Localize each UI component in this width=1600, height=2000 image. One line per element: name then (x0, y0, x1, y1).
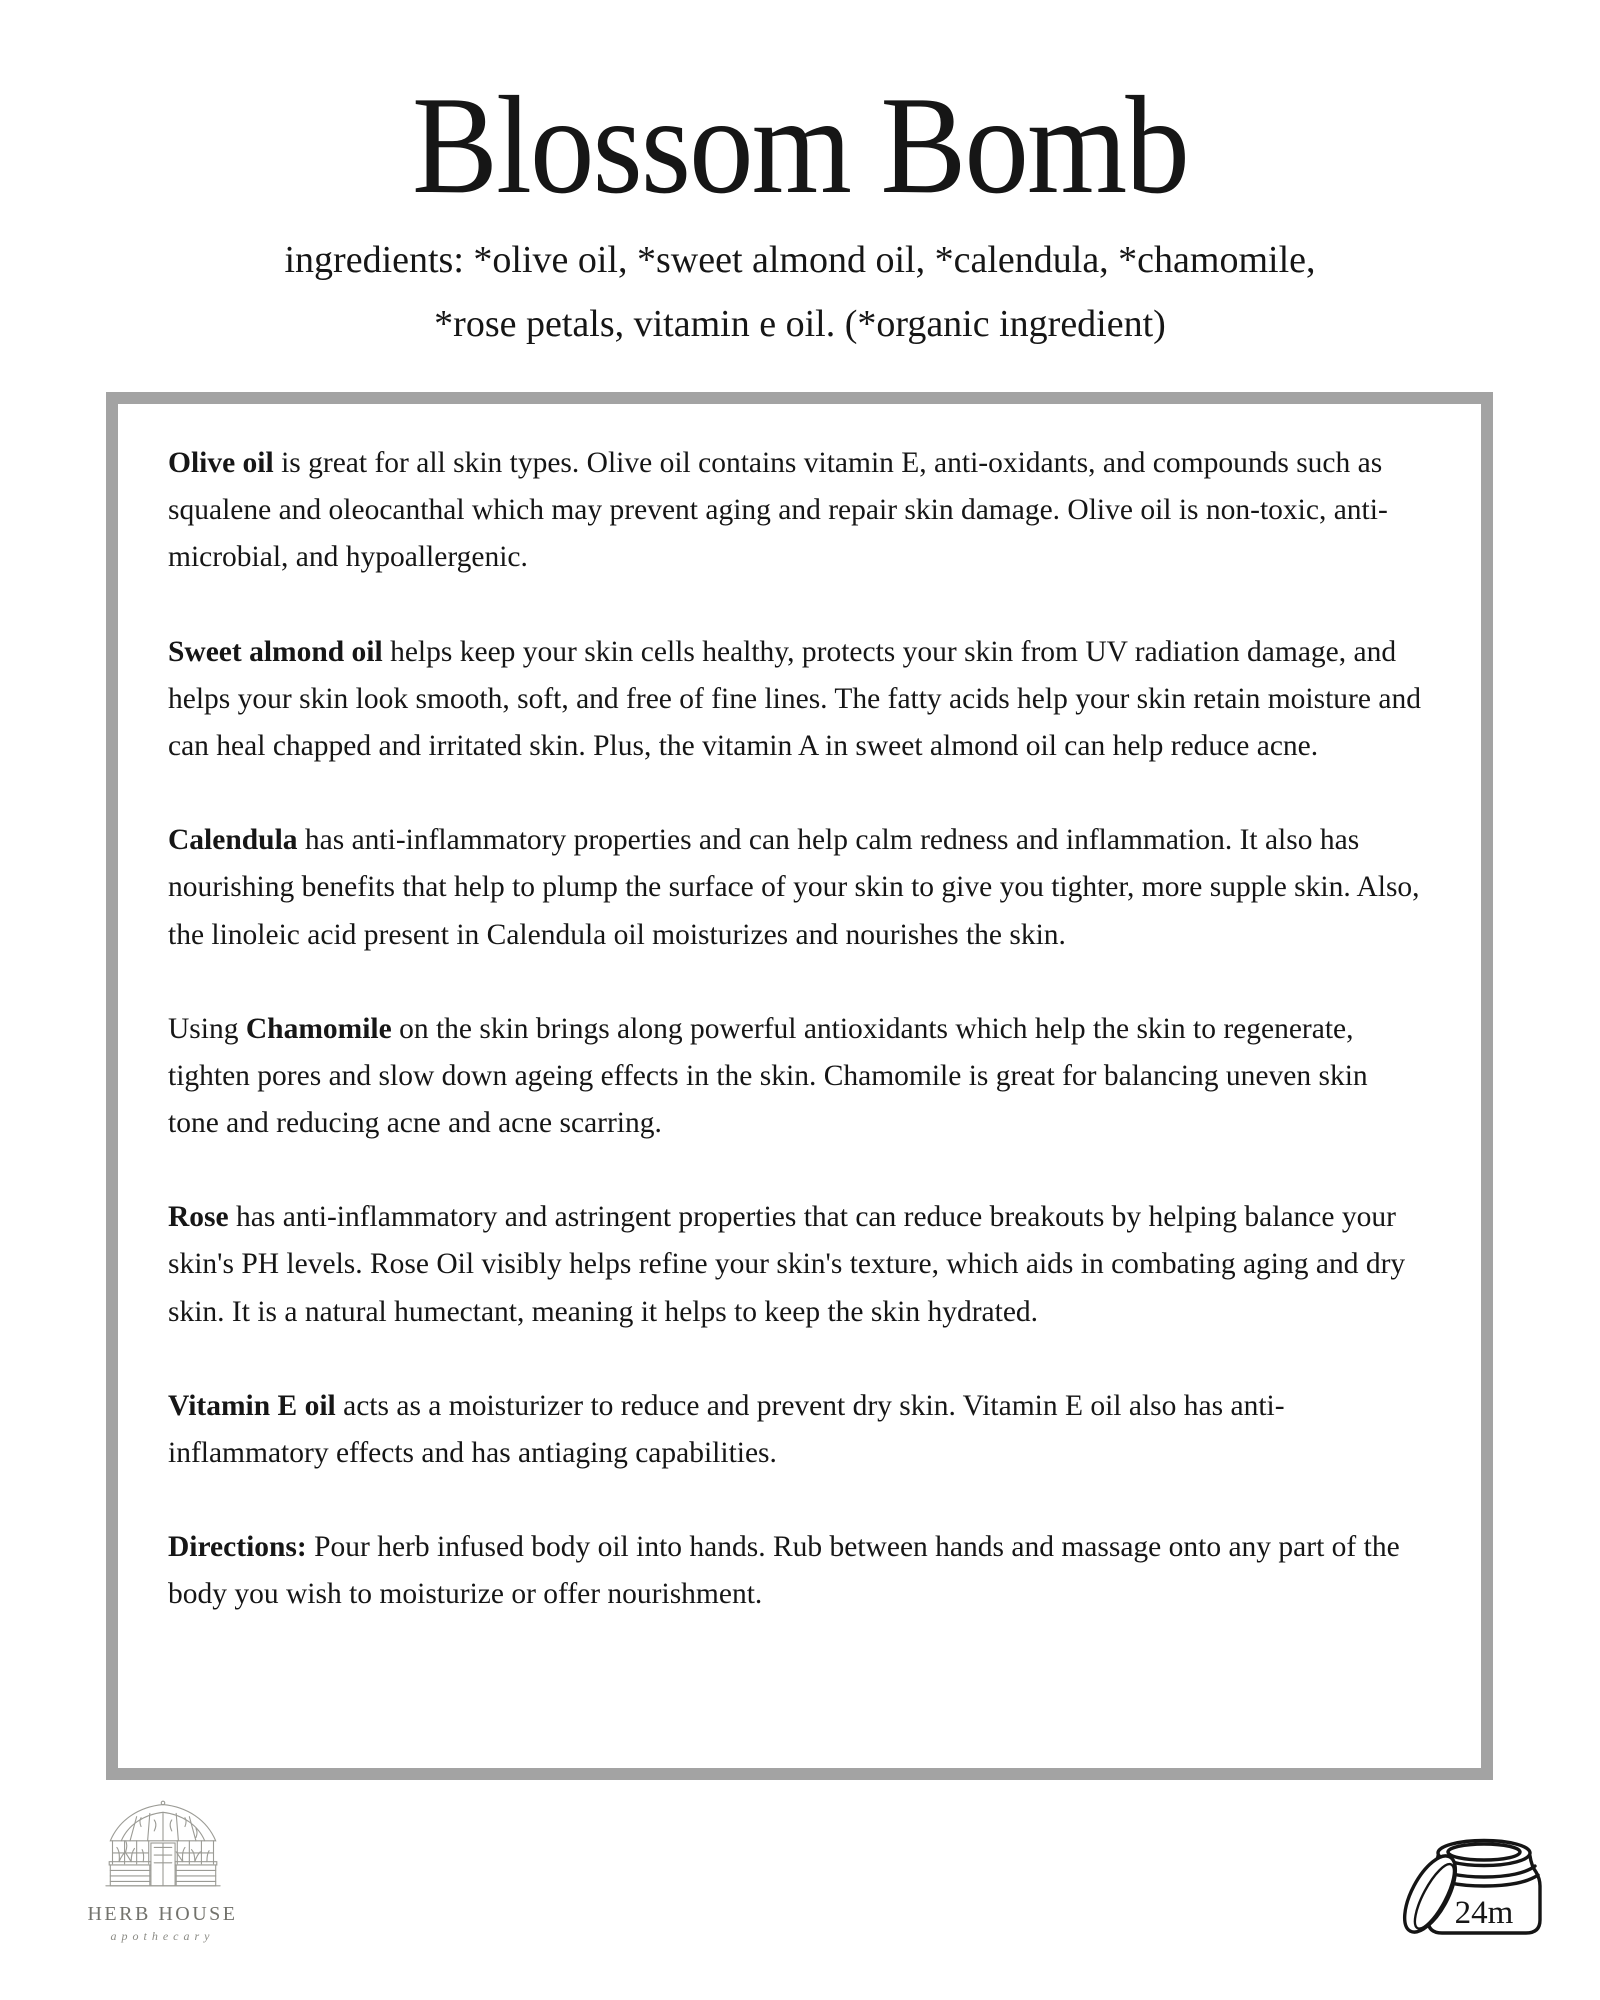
paragraph-lead: Vitamin E oil (168, 1389, 336, 1422)
ingredient-info-panel (106, 392, 1493, 1780)
paragraph-lead: Rose (168, 1201, 229, 1234)
brand-logo (60, 1798, 265, 1944)
paragraph-lead: Olive oil (168, 447, 274, 479)
paragraph-lead: Chamomile (245, 1012, 392, 1045)
paragraph-body: is great for all skin types. Olive oil contains vitamin E, anti-oxidants, and compounds such as squalene and oleocanthal which may prevent aging and repair skin damage. Olive oil is non-toxic, anti-microbial, and hypoallergenic. (168, 447, 1388, 574)
open-jar-icon (1392, 1834, 1552, 1946)
paragraph-lead: Sweet almond oil (168, 635, 383, 668)
paragraph-body: Pour herb infused body oil into hands. Rub between hands and massage onto any part of the body you wish to moisturize or offer nourishment. (168, 1531, 1400, 1611)
paragraph-chamomile (168, 1006, 1425, 1148)
paragraph-body: has anti-inflammatory properties and can help calm redness and inflammation. It also has nourishing benefits that help to plump the surface of your skin to give you tighter, more supple skin. Also, the linoleic acid present in Calendula oil moisturizes and nourishes the skin. (168, 824, 1420, 951)
paragraph-calendula (168, 817, 1425, 959)
product-title: Blossom Bomb (412, 68, 1188, 223)
paragraph-body: has anti-inflammatory and astringent properties that can reduce breakouts by helping balance your skin's PH levels. Rose Oil visibly helps refine your skin's texture, which aids in combating aging and dry skin. It is a natural humectant, meaning it helps to keep the skin hydrated. (168, 1201, 1406, 1328)
ingredients-line-1: ingredients: *olive oil, *sweet almond oil, *calendula, *chamomile, (284, 239, 1316, 281)
pao-duration-label: 24m (1454, 1895, 1514, 1931)
paragraph-prefix: Using (168, 1012, 246, 1045)
brand-subtitle: apothecary (110, 1929, 215, 1943)
paragraph-lead: Calendula (168, 824, 298, 857)
paragraph-rose (168, 1194, 1425, 1336)
ingredients-line-2: *rose petals, vitamin e oil. (*organic ingredient) (434, 302, 1166, 345)
product-header (0, 68, 1600, 357)
greenhouse-icon (60, 1798, 265, 1899)
brand-name: HERB HOUSE (87, 1903, 238, 1925)
paragraph-body: helps keep your skin cells healthy, protects your skin from UV radiation damage, and helps your skin look smooth, soft, and free of fine lines. The fatty acids help your skin retain moisture and can heal chapped and irritated skin. Plus, the vitamin A in sweet almond oil can help reduce acne. (168, 635, 1421, 762)
paragraph-vitamin-e-oil (168, 1383, 1425, 1477)
paragraph-directions (168, 1524, 1425, 1618)
paragraph-olive-oil (168, 440, 1425, 582)
ingredients-list (0, 229, 1600, 357)
paragraph-sweet-almond-oil (168, 629, 1425, 771)
paragraph-body: on the skin brings along powerful antioxidants which help the skin to regenerate, tighten pores and slow down ageing effects in the skin. Chamomile is great for balancing uneven skin tone and reducing acne and acne scarring. (168, 1012, 1368, 1140)
paragraph-body: acts as a moisturizer to reduce and prevent dry skin. Vitamin E oil also has anti-inflammatory effects and has antiaging capabilities. (168, 1389, 1285, 1469)
paragraph-lead: Directions: (168, 1531, 307, 1564)
